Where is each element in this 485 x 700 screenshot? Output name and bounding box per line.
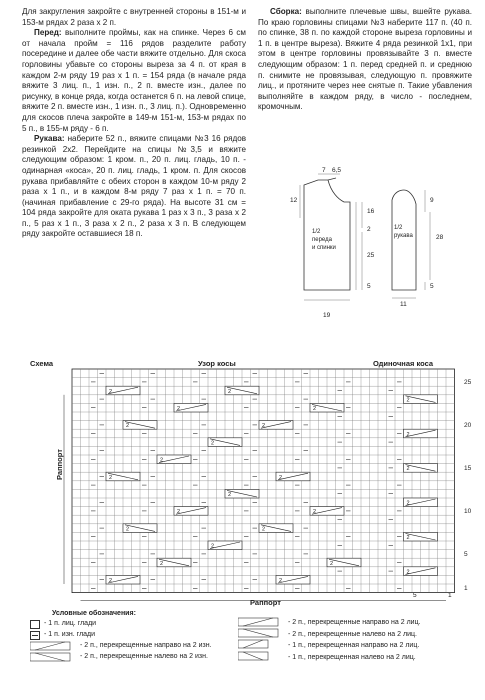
front-heading: Перед: <box>34 28 62 38</box>
cable-cross-number: 2 <box>279 578 283 584</box>
dim-25: 25 <box>367 252 375 259</box>
dim-19: 19 <box>323 312 331 319</box>
cross-purl-symbols <box>30 641 78 663</box>
single-cable-heading: Одиночная коса <box>373 359 434 368</box>
front-instructions: выполните проймы, как на спинке. Через 6 см от начала пройм = 116 рядов разделите работу посередине и далее обе части вяжите отдельно. Для скоса горловины убавьте со стороны выреза за 4 п. от края в каждом 2-м ряду 19 раз х 1 п. = 154 ряда (в начале ряда вяжите 3 лиц. п., 1 изн. п., 2 п. вместе изн., далее по рисунку, в конце ряда, когда останется 6 п. на левой спице, вяжите 2 п. вместе изн., 1 изн. п., 3 лиц. п.). Одновременно для скосов плеча закройте в 149-м 151-м, 153-м рядах по 5 п., в 155-м ряду - 6 п. <box>22 28 246 133</box>
cable-cross-number: 2 <box>211 543 215 550</box>
cable-cross-number: 2 <box>330 560 334 567</box>
knit-stitch-symbol <box>30 620 40 629</box>
legend-knit: - 1 п. лиц. глади <box>44 620 97 627</box>
dim-16: 16 <box>367 208 375 215</box>
cable-cross-number: 2 <box>406 431 410 438</box>
cable-cross-number: 2 <box>313 406 317 412</box>
sleeve-heading: Рукава: <box>34 134 65 144</box>
cables-heading: Узор косы <box>198 359 236 368</box>
cable-cross-number: 2 <box>406 535 410 541</box>
cable-cross-number: 2 <box>262 526 266 533</box>
cable-cross-number: 2 <box>177 406 181 412</box>
cable-cross-number: 2 <box>406 397 410 404</box>
legend-purl: - 1 п. изн. глади <box>44 631 96 638</box>
cable-cross-number: 2 <box>313 509 317 516</box>
legend-cross-left-knit: - 2 п., перекрещенные налево на 2 лиц. <box>288 631 417 638</box>
legend-cross-right-knit: - 2 п., перекрещенные направо на 2 лиц. <box>288 619 421 626</box>
row-label-20: 20 <box>464 422 472 429</box>
dim-5-sleeve: 5 <box>430 283 434 290</box>
cable-cross-number: 2 <box>126 526 130 533</box>
purl-stitch-symbol <box>30 631 40 640</box>
dim-12: 12 <box>290 197 298 204</box>
cable-cross-number: 2 <box>262 423 266 430</box>
cable-cross-number: 2 <box>228 388 232 395</box>
cable-cross-number: 2 <box>109 578 113 584</box>
cable-cross-number: 2 <box>406 569 410 576</box>
legend-one-left-knit: - 1 п., перекрещенная налево на 2 лиц. <box>288 654 416 661</box>
row-label-1: 1 <box>464 585 468 592</box>
dim-7: 7 <box>322 167 326 174</box>
cable-cross-number: 2 <box>126 423 130 430</box>
cable-cross-number: 2 <box>279 474 283 481</box>
chart-title: Схема <box>30 359 54 368</box>
chart-x-label: Раппорт <box>250 598 281 607</box>
body-piece-label: 1/2 переда и спинки <box>312 229 336 251</box>
dim-9: 9 <box>430 197 434 204</box>
dim-5: 5 <box>367 283 371 290</box>
sleeve-piece-label: 1/2 рукава <box>394 225 413 239</box>
row-label-5: 5 <box>464 551 468 558</box>
dim-28: 28 <box>436 234 444 241</box>
chart-y-label: Раппорт <box>55 449 64 480</box>
legend-one-right-knit: - 1 п., перекрещенная направо на 2 лиц. <box>288 642 420 649</box>
dim-2: 2 <box>367 226 371 233</box>
col-label-1-right: 1 <box>448 592 452 599</box>
cable-cross-number: 2 <box>109 388 113 395</box>
text-paragraph-rounding: Для закругления закройте с внутренней стороны в 151-м и 153-м рядах 2 раза х 2 п. <box>22 7 246 27</box>
cable-cross-number: 2 <box>211 440 215 447</box>
row-label-10: 10 <box>464 508 472 515</box>
row-label-25: 25 <box>464 379 472 386</box>
assembly-instructions: выполните плечевые швы, вшейте рукава. По краю горловины спицами №3 наберите 117 п. (40 п. по спинке, 38 п. по каждой стороне выреза горловины и 1 п. в центре выреза). Вяжите 4 ряда резинкой 1х1, при этом в центре горловины провязывайте 3 п. вместе следующим образом: 1 п. перед средней п. и среднюю п. снимите не провязывая, следующую п. провяжите лиц., и протяните через нее снятые п. Такие убавления выполняйте в каждом ряду, в число - последнем, кромочным. <box>258 7 472 112</box>
cable-cross-number: 2 <box>109 474 113 481</box>
dim-6-5: 6,5 <box>332 167 342 174</box>
col-label-5: 5 <box>413 592 417 599</box>
assembly-heading: Сборка: <box>270 7 302 16</box>
legend-cross-right-purl: - 2 п., перекрещенные направо на 2 изн. <box>80 642 212 649</box>
cable-cross-number: 2 <box>406 500 410 507</box>
dim-11: 11 <box>400 301 407 308</box>
cable-cross-number: 2 <box>406 466 410 473</box>
cable-cross-number: 2 <box>160 560 164 567</box>
sleeve-instructions: наберите 52 п., вяжите спицами №3 16 рядов резинкой 2х2. Перейдите на спицы №3,5 и вяжите следующим образом: 1 кром. п., 20 п. лиц. гладь, 10 п. - одинарная «коса», 20 п. лиц. гладь, 1 кром. п. Для скосов рукава прибавляйте с обеих сторон в каждом 10-м ряду 2 раза х 1 п., и в каждом 8-м ряду 7 раз х 1 п. = 70 п. (начиная прибавление с 29-го ряда). На высоте 31 см = 104 ряда закройте для оката рукава 1 раз х 3 п., 3 раза х 2 п., 5 раз х 1 п., 3 раза х 2 п., 2 раза х 3 п. В следующем ряду закройте оставшиеся 18 п. <box>22 134 246 239</box>
cable-cross-number: 2 <box>160 457 164 464</box>
cable-cross-number: 2 <box>177 509 181 516</box>
cross-knit-symbols <box>238 617 286 665</box>
row-label-15: 15 <box>464 465 472 472</box>
legend-title: Условные обозначения: <box>52 610 136 617</box>
legend-cross-left-purl: - 2 п., перекрещенные налево на 2 изн. <box>80 653 208 660</box>
cable-cross-number: 2 <box>228 492 232 498</box>
